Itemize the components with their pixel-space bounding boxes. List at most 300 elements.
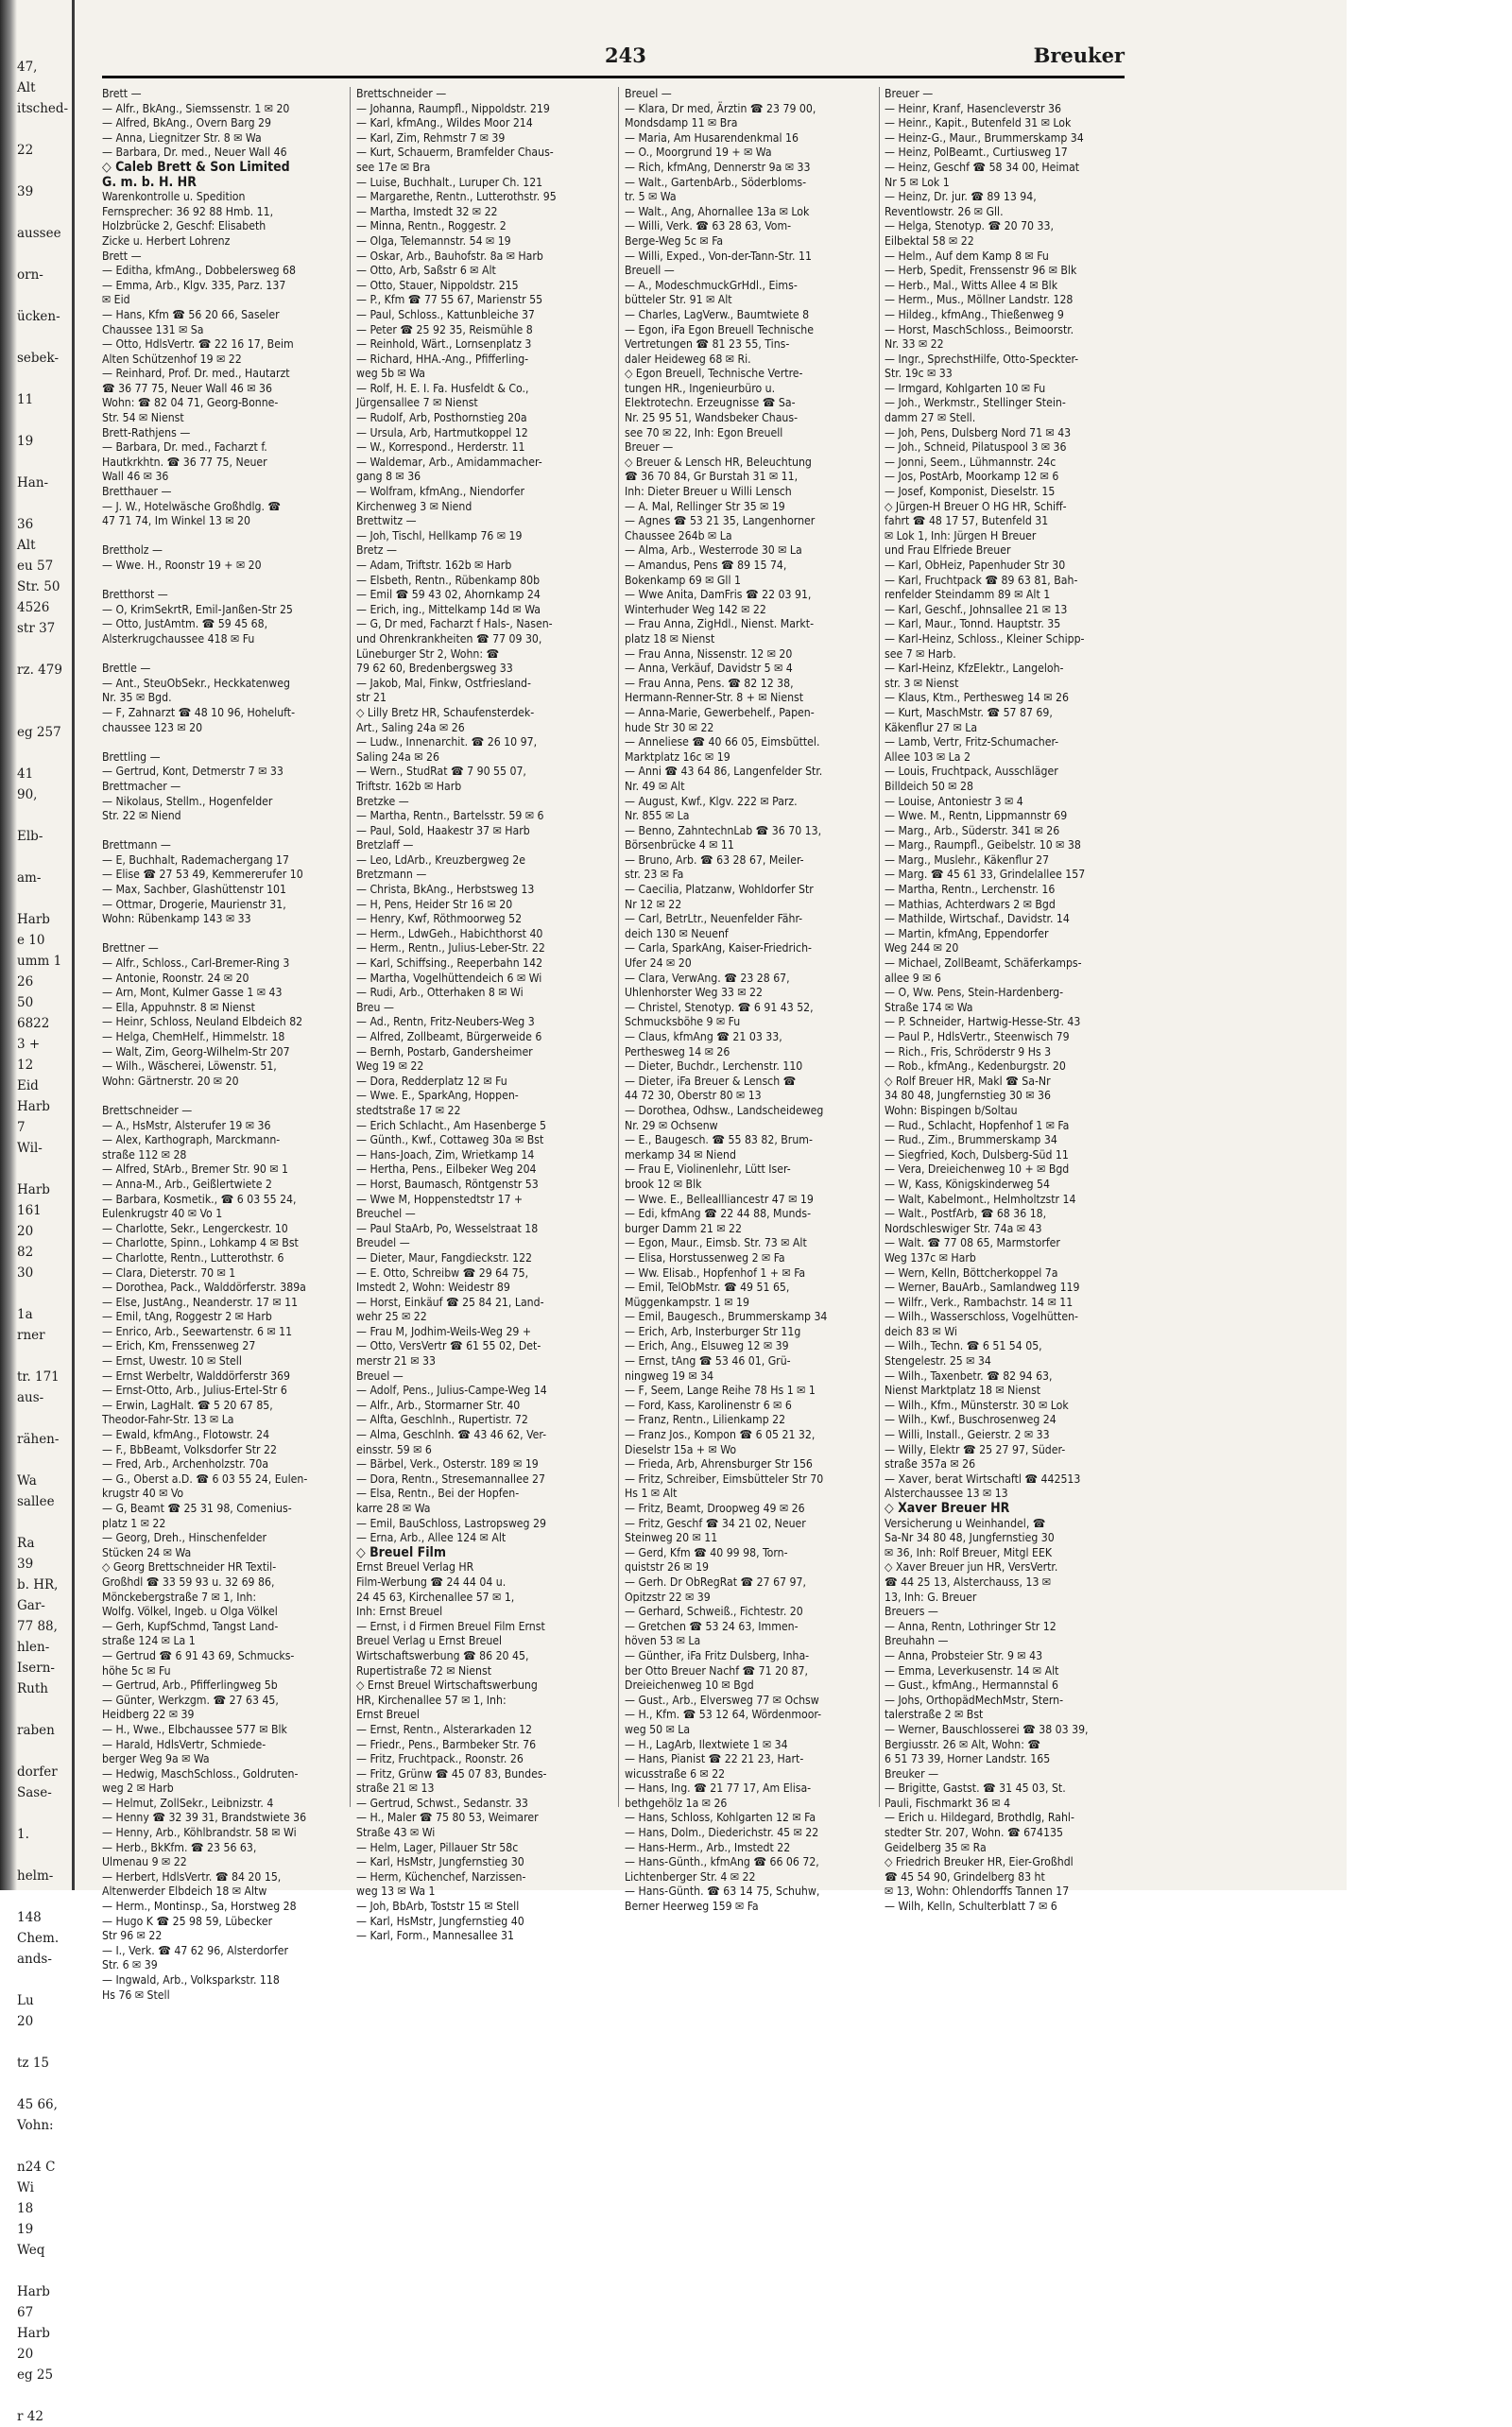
directory-entry-line: Jürgensallee 7 ✉ Nienst	[356, 396, 478, 410]
directory-entry-line: — Oskar, Arb., Bauhofstr. 8a ✉ Harb	[356, 249, 543, 263]
directory-entry-line: — Hans, Ing. ☎ 21 77 17, Am Elisa-	[625, 1782, 812, 1796]
directory-entry-line: — Helm, Lager, Pillauer Str 58c	[356, 1840, 519, 1854]
directory-entry-line: — Herb, Spedit, Frenssenstr 96 ✉ Blk	[885, 264, 1077, 278]
directory-entry-line: — Dieter, Maur, Fangdieckstr. 122	[356, 1250, 533, 1265]
directory-entry-line: — Luise, Buchhalt., Luruper Ch. 121	[356, 175, 543, 189]
directory-entry-line: bütteler Str. 91 ✉ Alt	[625, 293, 732, 307]
directory-entry-line: ☎ 45 54 90, Grindelberg 83 ht	[885, 1869, 1045, 1884]
directory-entry-line: — Willi, Verk. ☎ 63 28 63, Vom-	[625, 219, 792, 233]
directory-entry-line: — Werner, BauArb., Samlandweg 119	[885, 1281, 1080, 1295]
directory-entry-line: Breuell —	[625, 264, 675, 278]
directory-entry-line: stedter Str. 207, Wohn. ☎ 674135	[885, 1826, 1063, 1840]
directory-entry-line: Billdeich 50 ✉ 28	[885, 779, 973, 793]
directory-entry-line: — Marg. ☎ 45 61 33, Grindelallee 157	[885, 868, 1086, 882]
directory-entry-line: — Alex, Karthograph, Marckmann-	[102, 1133, 281, 1147]
directory-entry-line: Hermann-Renner-Str. 8 + ✉ Nienst	[625, 691, 804, 705]
facing-page-fragment: eg 25	[17, 2367, 54, 2383]
directory-entry-line: — Frau Anna, Nissenstr. 12 ✉ 20	[625, 646, 793, 661]
facing-page-fragment: 39	[17, 184, 34, 199]
directory-entry-line: Nr. 29 ✉ Ochsenw	[625, 1118, 718, 1132]
directory-entry-line: — Gertrud ☎ 6 91 43 69, Schmucks-	[102, 1648, 295, 1662]
directory-entry-line: daler Heideweg 68 ✉ Ri.	[625, 352, 751, 366]
directory-entry-line: Dieselstr 15a + ✉ Wo	[625, 1442, 737, 1456]
directory-entry-line: ◇ Ernst Breuel Wirtschaftswerbung	[356, 1678, 538, 1693]
directory-entry-line: ☎ 36 77 75, Neuer Wall 46 ✉ 36	[102, 381, 272, 395]
directory-entry-line: damm 27 ✉ Stell.	[885, 411, 976, 425]
directory-entry-line: HR, Kirchenallee 57 ✉ 1, Inh:	[356, 1693, 507, 1707]
directory-entry-line: Breuker —	[885, 1766, 939, 1781]
directory-entry-line: — Carla, SparkAng, Kaiser-Friedrich-	[625, 941, 812, 955]
directory-entry-line: — E, Buchhalt, Rademachergang 17	[102, 852, 289, 867]
facing-page-fragment	[17, 244, 66, 265]
directory-entry-line: 24 45 63, Kirchenallee 57 ✉ 1,	[356, 1590, 515, 1604]
directory-entry-line: — Karl, Maur., Tonnd. Hauptstr. 35	[885, 617, 1061, 631]
directory-entry-line: — Ad., Rentn, Fritz-Neubers-Weg 3	[356, 1015, 535, 1029]
directory-entry-line: — Kurt, MaschMstr. ☎ 57 87 69,	[885, 705, 1053, 719]
directory-entry-line: Wohn: Gärtnerstr. 20 ✉ 20	[102, 1074, 239, 1088]
directory-entry-line: Wolfg. Völkel, Ingeb. u Olga Völkel	[102, 1605, 278, 1619]
directory-entry-line: talerstraße 2 ✉ Bst	[885, 1708, 984, 1722]
directory-entry-line: — Ernst Werbeltr, Walddörferstr 369	[102, 1368, 291, 1383]
facing-page-fragment	[17, 285, 66, 306]
directory-entry-line: — Klara, Dr med, Ärztin ☎ 23 79 00,	[625, 101, 816, 115]
directory-entry-line: — Mathilde, Wirtschaf., Davidstr. 14	[885, 912, 1070, 926]
directory-entry-line: — Otto, JustAmtm. ☎ 59 45 68,	[102, 617, 268, 631]
directory-entry-line: Breuel —	[356, 1368, 404, 1383]
directory-entry-line: Warenkontrolle u. Spedition	[102, 190, 246, 204]
directory-entry-line: ◇ Xaver Breuer jun HR, VersVertr.	[885, 1560, 1058, 1575]
directory-entry-line: — Ingr., SprechstHilfe, Otto-Speckter-	[885, 352, 1079, 366]
directory-entry-line: — Michael, ZollBeamt, Schäferkamps-	[885, 956, 1082, 971]
facing-page-fragment	[17, 410, 66, 431]
directory-entry-line: — P., Kfm ☎ 77 55 67, Marienstr 55	[356, 293, 543, 307]
directory-entry-line: renfelder Steindamm 89 ✉ Alt 1	[885, 588, 1051, 602]
directory-entry-line: Vertretungen ☎ 81 23 55, Tins-	[625, 337, 790, 352]
directory-entry-line: weg 2 ✉ Harb	[102, 1782, 174, 1796]
directory-entry-line: — Ford, Kass, Karolinenstr 6 ✉ 6	[625, 1398, 792, 1412]
directory-entry-line: — Anna, Rentn, Lothringer Str 12	[885, 1619, 1057, 1633]
directory-entry-line: Dreieichenweg 10 ✉ Bgd	[625, 1678, 754, 1693]
facing-page-fragment	[17, 680, 66, 701]
facing-page-fragment: rner	[17, 1328, 45, 1343]
directory-entry-line: — Walt., Ang, Ahornallee 13a ✉ Lok	[625, 204, 810, 218]
directory-entry-line: — Ernst, Uwestr. 10 ✉ Stell	[102, 1354, 242, 1368]
directory-entry-line: — Walt., PostfArb, ☎ 68 36 18,	[885, 1207, 1047, 1221]
directory-entry-line: — Horst, Einkäuf ☎ 25 84 21, Land-	[356, 1295, 544, 1309]
directory-entry-line: — Martha, Imstedt 32 ✉ 22	[356, 204, 498, 218]
facing-page-fragment: 26	[17, 974, 34, 990]
directory-entry-line: — W, Kass, Königskinderweg 54	[885, 1177, 1050, 1191]
directory-entry-line: ◇ Lilly Bretz HR, Schaufensterdek-	[356, 705, 535, 719]
directory-entry-line: — H., Kfm. ☎ 53 12 64, Wördenmoor-	[625, 1708, 822, 1722]
directory-entry-line: Wohn: ☎ 82 04 71, Georg-Bonne-	[102, 396, 279, 410]
directory-entry-line: — Wern., StudRat ☎ 7 90 55 07,	[356, 765, 526, 779]
facing-page-fragment: itsched-	[17, 101, 69, 116]
facing-page-fragment: rähen-	[17, 1432, 60, 1447]
directory-entry-line: chaussee 123 ✉ 20	[102, 720, 203, 734]
directory-entry-line: ✉ 36, Inh: Rolf Breuer, Mitgl EEK	[885, 1545, 1053, 1559]
directory-entry-line	[102, 1089, 343, 1104]
facing-page-fragment: 19	[17, 2222, 34, 2237]
directory-entry-line: — Fritz, Geschf ☎ 34 21 02, Neuer	[625, 1516, 806, 1530]
directory-entry-line: ◇ Egon Breuell, Technische Vertre-	[625, 367, 803, 381]
directory-entry-line: tungen HR., Ingenieurbüro u.	[625, 381, 776, 395]
directory-entry-line: ✉ 13, Wohn: Ohlendorffs Tannen 17	[885, 1885, 1070, 1899]
directory-entry-line: — Klaus, Ktm., Perthesweg 14 ✉ 26	[885, 691, 1069, 705]
directory-entry-line: — Adam, Triftstr. 162b ✉ Harb	[356, 559, 512, 572]
facing-page-fragment: 67	[17, 2305, 34, 2320]
directory-entry-line: — E., Baugesch. ☎ 55 83 82, Brum-	[625, 1133, 813, 1147]
facing-page-fragment: Han-	[17, 475, 49, 491]
directory-entry-line: — Herm, Küchenchef, Narzissen-	[356, 1869, 526, 1884]
directory-entry-line: — Karl, HsMstr, Jungfernstieg 40	[356, 1914, 524, 1928]
directory-entry-line: weg 13 ✉ Wa 1	[356, 1885, 436, 1899]
directory-entry-line: höhe 5c ✉ Fu	[102, 1663, 171, 1678]
facing-page-fragment: n24 C	[17, 2160, 56, 2175]
directory-entry-line: Inh: Ernst Breuel	[356, 1605, 443, 1619]
directory-entry-line: — Willi, Exped., Von-der-Tann-Str. 11	[625, 249, 812, 263]
directory-entry-line: — O, Ww. Pens, Stein-Hardenberg-	[885, 986, 1064, 1000]
facing-page-fragment	[17, 202, 66, 223]
directory-entry-line: — Minna, Rentn., Roggestr. 2	[356, 219, 507, 233]
directory-entry-line: — Alma, Geschlnh. ☎ 43 46 62, Ver-	[356, 1428, 547, 1442]
directory-entry-line: Alsterkrugchaussee 418 ✉ Fu	[102, 631, 255, 645]
facing-page-fragment: 11	[17, 392, 34, 407]
directory-entry-line: Eilbektal 58 ✉ 22	[885, 233, 974, 248]
directory-entry-line: Lüneburger Str 2, Wohn: ☎	[356, 646, 500, 661]
facing-page-fragment: e 10	[17, 933, 45, 948]
directory-column-2	[356, 87, 611, 1943]
facing-page-fragment: Lu	[17, 1993, 34, 2008]
facing-page-fragment: Vohn:	[17, 2118, 54, 2133]
directory-entry-line: — Gertrud, Schwst., Sedanstr. 33	[356, 1796, 528, 1810]
facing-page-fragment: rz. 479	[17, 663, 62, 678]
directory-entry-line: — Paul, Sold, Haakestr 37 ✉ Harb	[356, 823, 530, 837]
directory-entry-line: — Otto, HdlsVertr. ☎ 22 16 17, Beim	[102, 337, 294, 352]
directory-entry-line: Breuel —	[625, 87, 672, 100]
directory-entry-line: Nienst Marktplatz 18 ✉ Nienst	[885, 1384, 1041, 1398]
directory-entry-line: — Clara, VerwAng. ☎ 23 28 67,	[625, 971, 790, 985]
directory-entry-line: — G, Beamt ☎ 25 31 98, Comenius-	[102, 1502, 292, 1515]
directory-entry-line: — Bruno, Arb. ☎ 63 28 67, Meiler-	[625, 852, 804, 867]
directory-entry-line: ◇ Xaver Breuer HR	[885, 1501, 1010, 1516]
directory-entry-line: — Elsbeth, Rentn., Rübenkamp 80b	[356, 573, 541, 587]
directory-entry-line: — Johanna, Raumpfl., Nippoldstr. 219	[356, 101, 550, 115]
directory-entry-line: karre 28 ✉ Wa	[356, 1502, 431, 1515]
facing-page-fragment: 47,	[17, 60, 38, 75]
directory-entry-line: einsstr. 59 ✉ 6	[356, 1442, 432, 1456]
directory-entry-line: — Frau Anna, ZigHdl., Nienst. Markt-	[625, 617, 815, 631]
running-head: Breuker	[1033, 43, 1125, 67]
directory-entry-line: Brettle —	[102, 662, 151, 676]
facing-page-fragment: tr. 171	[17, 1369, 60, 1385]
directory-entry-line: — A., ModeschmuckGrHdl., Eims-	[625, 278, 798, 292]
directory-entry-line: — Anna, Verkäuf, Davidstr 5 ✉ 4	[625, 662, 793, 676]
directory-entry-line: — Antonie, Roonstr. 24 ✉ 20	[102, 971, 249, 985]
directory-entry-line: — Siegfried, Koch, Dulsberg-Süd 11	[885, 1147, 1069, 1162]
directory-entry-line: Weg 19 ✉ 22	[356, 1059, 424, 1074]
directory-entry-line: — Ingwald, Arb., Volksparkstr. 118	[102, 1973, 280, 1987]
directory-entry-line: Brettner —	[102, 941, 159, 955]
directory-entry-line: — Egon, Maur., Eimsb. Str. 73 ✉ Alt	[625, 1236, 807, 1250]
directory-entry-line: — Rud., Zim., Brummerskamp 34	[885, 1133, 1057, 1147]
directory-entry-line: straße 357a ✉ 26	[885, 1457, 976, 1472]
directory-entry-line: — Heinz-G., Maur., Brummerskamp 34	[885, 130, 1084, 145]
directory-entry-line: — Frau E, Violinenlehr, Lütt Iser-	[625, 1162, 791, 1177]
directory-entry-line: — F, Zahnarzt ☎ 48 10 96, Hoheluft-	[102, 705, 296, 719]
facing-page-fragment: Wil-	[17, 1141, 43, 1156]
directory-entry-line: merkamp 34 ✉ Niend	[625, 1147, 736, 1162]
directory-entry-line: ✉ Lok 1, Inh: Jürgen H Breuer	[885, 528, 1037, 542]
directory-entry-line: platz 18 ✉ Nienst	[625, 631, 715, 645]
directory-entry-line: — Dieter, Buchdr., Lerchenstr. 110	[625, 1059, 803, 1074]
directory-entry-line: Theodor-Fahr-Str. 13 ✉ La	[102, 1413, 234, 1427]
directory-entry-line: Steinweg 20 ✉ 11	[625, 1531, 718, 1545]
directory-entry-line: — Clara, Dieterstr. 70 ✉ 1	[102, 1265, 236, 1280]
directory-entry-line: Versicherung u Weinhandel, ☎	[885, 1516, 1046, 1530]
facing-page-fragment: 45 66,	[17, 2097, 58, 2112]
directory-entry-line: — Wilh., Taxenbetr. ☎ 82 94 63,	[885, 1368, 1053, 1383]
directory-entry-line: Heidberg 22 ✉ 39	[102, 1708, 195, 1722]
directory-entry-line: — Anneliese ☎ 40 66 05, Eimsbüttel.	[625, 735, 820, 749]
directory-entry-line: Winterhuder Weg 142 ✉ 22	[625, 602, 766, 616]
directory-entry-line: — Alfr., BkAng., Siemssenstr. 1 ✉ 20	[102, 101, 290, 115]
facing-page-fragment	[17, 743, 66, 764]
facing-page-fragment: 6822	[17, 1016, 50, 1031]
directory-entry-line: — Hildeg., kfmAng., Thießenweg 9	[885, 307, 1064, 321]
directory-entry-line: — Wilh., Kfm., Münsterstr. 30 ✉ Lok	[885, 1398, 1069, 1412]
directory-entry-line: — Paul StaArb, Po, Wesselstraat 18	[356, 1221, 539, 1235]
facing-page-fragment	[17, 119, 66, 140]
directory-entry-line: — Paul P., HdlsVertr., Steenwisch 79	[885, 1030, 1070, 1043]
directory-entry-line: — Emil, tAng, Roggestr 2 ✉ Harb	[102, 1310, 272, 1324]
directory-entry-line: — Olga, Telemannstr. 54 ✉ 19	[356, 233, 511, 248]
directory-entry-line: Müggenkampstr. 1 ✉ 19	[625, 1295, 749, 1309]
facing-page-fragment: Ra	[17, 1536, 35, 1551]
directory-entry-line: — Ernst, Rentn., Alsterarkaden 12	[356, 1722, 533, 1736]
directory-entry-line: Chaussee 264b ✉ La	[625, 528, 732, 542]
directory-entry-line: — Otto, Stauer, Nippoldstr. 215	[356, 278, 519, 292]
directory-entry-line: — Ella, Appuhnstr. 8 ✉ Nienst	[102, 1000, 255, 1014]
directory-entry-line: — Karl, Zim, Rehmstr 7 ✉ 39	[356, 130, 506, 145]
directory-entry-line: — Hans-Herm., Arb., Imstedt 22	[625, 1840, 791, 1854]
facing-page-fragment: Weq	[17, 2243, 45, 2258]
directory-entry-line: — Günter, Werkzgm. ☎ 27 63 45,	[102, 1693, 279, 1707]
directory-entry-line: — Alma, Arb., Westerrode 30 ✉ La	[625, 543, 802, 558]
directory-entry-line: Mondsdamp 11 ✉ Bra	[625, 116, 738, 130]
facing-page-fragment: Harb	[17, 2326, 50, 2341]
facing-page-fragment: 77 88,	[17, 1619, 58, 1634]
directory-entry-line: Breuer —	[885, 87, 934, 100]
directory-entry-line: — Walt, Kabelmont., Helmholtzstr 14	[885, 1192, 1076, 1206]
directory-entry-line: — Wilfr., Verk., Rambachstr. 14 ✉ 11	[885, 1295, 1074, 1309]
directory-entry-line: — Vera, Dreieichenweg 10 + ✉ Bgd	[885, 1162, 1070, 1177]
directory-entry-line: — Rich, kfmAng, Dennerstr 9a ✉ 33	[625, 160, 811, 174]
facing-page-fragment: Harb	[17, 912, 50, 927]
facing-page-fragment: 36	[17, 517, 34, 532]
facing-page-fragment	[17, 2074, 66, 2094]
directory-entry-line: Hs 76 ✉ Stell	[102, 1988, 170, 2002]
directory-entry-line: — Karl, Geschf., Johnsallee 21 ✉ 13	[885, 602, 1068, 616]
directory-entry-line: Brettmacher —	[102, 779, 181, 793]
directory-entry-line: ◇ Breuel Film	[356, 1544, 446, 1560]
directory-column-1	[102, 87, 343, 2002]
directory-entry-line: — Bärbel, Verk., Osterstr. 189 ✉ 19	[356, 1457, 539, 1472]
directory-entry-line: Ernst Breuel Verlag HR	[356, 1560, 474, 1575]
directory-entry-line: — Jakob, Mal, Finkw, Ostfriesland-	[356, 676, 531, 690]
directory-entry-line: — Hertha, Pens., Eilbeker Weg 204	[356, 1162, 537, 1177]
directory-entry-line: — Waldemar, Arb., Amidammacher-	[356, 455, 542, 469]
directory-entry-line: — Franz Jos., Kompon ☎ 6 05 21 32,	[625, 1428, 816, 1442]
facing-page-fragment	[17, 701, 66, 722]
directory-entry-line: — Karl, ObHeiz, Papenhuder Str 30	[885, 559, 1066, 572]
facing-page-fragment: 1a	[17, 1307, 33, 1322]
directory-entry-line: Lichtenberger Str. 4 ✉ 22	[625, 1869, 756, 1884]
facing-page-fragment: 22	[17, 143, 34, 158]
directory-entry-line: ◇ Georg Brettschneider HR Textil-	[102, 1560, 277, 1575]
facing-page-fragment: 3 +	[17, 1037, 41, 1052]
directory-entry-line: Wall 46 ✉ 36	[102, 470, 169, 484]
directory-entry-line: Brettschneider —	[102, 1103, 193, 1117]
directory-entry-line: — Erwin, LagHalt. ☎ 5 20 67 85,	[102, 1398, 273, 1412]
column-divider	[350, 87, 351, 1807]
facing-page-strip	[17, 57, 69, 2424]
directory-entry-line: Nr. 33 ✉ 22	[885, 337, 944, 352]
facing-page-fragment: 90,	[17, 787, 38, 802]
directory-entry-line: — Emma, Arb., Klgv. 335, Parz. 137	[102, 278, 286, 292]
facing-page-fragment: raben	[17, 1723, 55, 1738]
facing-page-fragment: r 42	[17, 2409, 43, 2424]
directory-entry-line: — G, Dr med, Facharzt f Hals-, Nasen-	[356, 617, 553, 631]
directory-entry-line: Saling 24a ✉ 26	[356, 749, 439, 764]
directory-entry-line: — Alfta, Geschlnh., Rupertistr. 72	[356, 1413, 528, 1427]
directory-entry-line: see 70 ✉ 22, Inh: Egon Breuell	[625, 425, 783, 439]
directory-entry-line: — Emil, Baugesch., Brummerskamp 34	[625, 1310, 828, 1324]
directory-entry-line: — A., HsMstr, Alsterufer 19 ✉ 36	[102, 1118, 271, 1132]
directory-entry-line: — Ursula, Arb, Hartmutkoppel 12	[356, 425, 528, 439]
directory-entry-line: — Karl, HsMstr, Jungfernstieg 30	[356, 1855, 524, 1869]
directory-entry-line: ✉ Eid	[102, 293, 130, 307]
directory-entry-line: — Fritz, Schreiber, Eimsbütteler Str 70	[625, 1472, 824, 1486]
directory-entry-line: — Ernst, i d Firmen Breuel Film Ernst	[356, 1619, 545, 1633]
directory-entry-line: hude Str 30 ✉ 22	[625, 720, 714, 734]
directory-entry-line: — Gerh, KupfSchmd, Tangst Land-	[102, 1619, 279, 1633]
directory-entry-line: — H., Wwe., Elbchaussee 577 ✉ Blk	[102, 1722, 287, 1736]
directory-entry-line: straße 21 ✉ 13	[356, 1782, 435, 1796]
directory-entry-line: Hs 1 ✉ Alt	[625, 1487, 678, 1501]
directory-entry-line: ◇ Jürgen-H Breuer O HG HR, Schiff-	[885, 499, 1067, 513]
directory-entry-line: Ulmenau 9 ✉ 22	[102, 1855, 187, 1869]
directory-entry-line: — Frau M, Jodhim-Weils-Weg 29 +	[356, 1324, 532, 1338]
facing-page-fragment	[17, 493, 66, 514]
directory-entry-line: — Paul, Schloss., Kattunbleiche 37	[356, 307, 535, 321]
directory-entry-line: — Erich u. Hildegard, Brothdlg, Rahl-	[885, 1811, 1074, 1825]
directory-entry-line: Breuers —	[885, 1605, 938, 1619]
directory-entry-line: — Heinz, Dr. jur. ☎ 89 13 94,	[885, 190, 1037, 204]
directory-entry-line: — Kurt, Schauerm, Bramfelder Chaus-	[356, 146, 554, 160]
directory-entry-line: — Adolf, Pens., Julius-Campe-Weg 14	[356, 1384, 547, 1398]
directory-entry-line: — Herm., LdwGeh., Habichthorst 40	[356, 926, 543, 940]
directory-entry-line: — Charlotte, Spinn., Lohkamp 4 ✉ Bst	[102, 1236, 299, 1250]
directory-entry-line: G. m. b. H. HR	[102, 174, 197, 190]
directory-entry-line: — Harald, HdlsVertr, Schmiede-	[102, 1737, 266, 1751]
facing-page-fragment: ücken-	[17, 309, 60, 324]
directory-entry-line: Elektrotechn. Erzeugnisse ☎ Sa-	[625, 396, 796, 410]
directory-entry-line: — Rudi, Arb., Otterhaken 8 ✉ Wi	[356, 986, 524, 1000]
directory-entry-line: — Alfr., Arb., Stormarner Str. 40	[356, 1398, 521, 1412]
directory-entry-line	[102, 735, 343, 750]
facing-page-fragment	[17, 1699, 66, 1720]
directory-entry-line: — Caecilia, Platzanw, Wohldorfer Str	[625, 883, 814, 897]
directory-entry-line: — Gust., Arb., Elversweg 77 ✉ Ochsw	[625, 1693, 819, 1707]
directory-entry-line: höven 53 ✉ La	[625, 1634, 701, 1648]
directory-entry-line: — Hans-Joach, Zim, Wrietkamp 14	[356, 1147, 535, 1162]
directory-entry-line: platz 1 ✉ 22	[102, 1516, 166, 1530]
directory-entry-line: — Dorothea, Odhsw., Landscheideweg	[625, 1103, 824, 1117]
directory-entry-line: — Ludw., Innenarchit. ☎ 26 10 97,	[356, 735, 538, 749]
directory-entry-line: — Mathias, Achterdwars 2 ✉ Bgd	[885, 897, 1056, 911]
directory-entry-line: ◇ Breuer & Lensch HR, Beleuchtung	[625, 455, 812, 469]
directory-entry-line: — Emil, BauSchloss, Lastropsweg 29	[356, 1516, 546, 1530]
directory-entry-line: ◇ Friedrich Breuker HR, Eier-Großhdl	[885, 1855, 1074, 1869]
directory-entry-line: Breu —	[356, 1000, 394, 1014]
directory-entry-line: — Wolfram, kfmAng., Niendorfer	[356, 485, 525, 499]
directory-entry-line: — Elsa, Rentn., Bei der Hopfen-	[356, 1487, 520, 1501]
directory-entry-line: 6 51 73 39, Horner Landstr. 165	[885, 1752, 1051, 1766]
facing-page-fragment: 148	[17, 1910, 42, 1925]
facing-page-fragment: Alt	[17, 80, 36, 95]
facing-page-fragment	[17, 1408, 66, 1429]
directory-entry-line: — Max, Sachber, Glashüttenstr 101	[102, 883, 287, 897]
directory-entry-line: Holzbrücke 2, Geschf: Elisabeth	[102, 219, 266, 233]
directory-entry-line: — Hans, Pianist ☎ 22 21 23, Hart-	[625, 1752, 804, 1766]
directory-entry-line: str. 3 ✉ Nienst	[885, 676, 959, 690]
directory-entry-line: — Dora, Rentn., Stresemannallee 27	[356, 1472, 545, 1486]
directory-entry-line: — Ewald, kfmAng., Flotowstr. 24	[102, 1428, 270, 1442]
directory-entry-line: — Helga, Stenotyp. ☎ 20 70 33,	[885, 219, 1054, 233]
facing-page-fragment: eu 57	[17, 559, 54, 574]
directory-entry-line: — Rich., Fris, Schröderstr 9 Hs 3	[885, 1044, 1052, 1059]
directory-entry-line: — W., Korrespond., Herderstr. 11	[356, 440, 525, 455]
directory-entry-line: — Karl, Form., Mannesallee 31	[356, 1929, 514, 1943]
directory-entry-line: Brettmann —	[102, 838, 171, 852]
directory-entry-line: — Gertrud, Kont, Detmerstr 7 ✉ 33	[102, 765, 284, 779]
facing-page-fragment	[17, 639, 66, 660]
directory-entry-line: berger Weg 9a ✉ Wa	[102, 1752, 210, 1766]
facing-page-fragment: Isern-	[17, 1661, 55, 1676]
directory-entry-line: Wohn: Rübenkamp 143 ✉ 33	[102, 912, 251, 926]
directory-entry-line: straße 112 ✉ 28	[102, 1147, 187, 1162]
directory-entry-line: — Günth., Kwf., Cottaweg 30a ✉ Bst	[356, 1133, 544, 1147]
directory-entry-line: — Joh, BbArb, Toststr 15 ✉ Stell	[356, 1900, 520, 1914]
directory-entry-line: — Editha, kfmAng., Dobbelersweg 68	[102, 264, 297, 278]
directory-entry-line: Chaussee 131 ✉ Sa	[102, 322, 204, 336]
facing-page-fragment: Chem.	[17, 1931, 60, 1946]
directory-entry-line: — Alfr., Schloss., Carl-Bremer-Ring 3	[102, 956, 290, 971]
directory-entry-line: quiststr 26 ✉ 19	[625, 1560, 710, 1575]
facing-page-fragment	[17, 1845, 66, 1866]
facing-page-fragment	[17, 1803, 66, 1824]
directory-entry-line: ◇ Caleb Brett & Son Limited	[102, 159, 290, 175]
directory-entry-line: — Marg., Arb., Süderstr. 341 ✉ 26	[885, 823, 1060, 837]
facing-page-fragment: 20	[17, 2014, 34, 2029]
directory-entry-line: Alsterchaussee 13 ✉ 13	[885, 1487, 1008, 1501]
directory-entry-line: Nr 12 ✉ 22	[625, 897, 682, 911]
facing-page-fragment	[17, 1450, 66, 1471]
directory-entry-line: Fernsprecher: 36 92 88 Hmb. 11,	[102, 204, 274, 218]
directory-entry-line: — Erich, Km, Frenssenweg 27	[102, 1339, 256, 1353]
directory-entry-line: ber Otto Breuer Nachf ☎ 71 20 87,	[625, 1663, 808, 1678]
